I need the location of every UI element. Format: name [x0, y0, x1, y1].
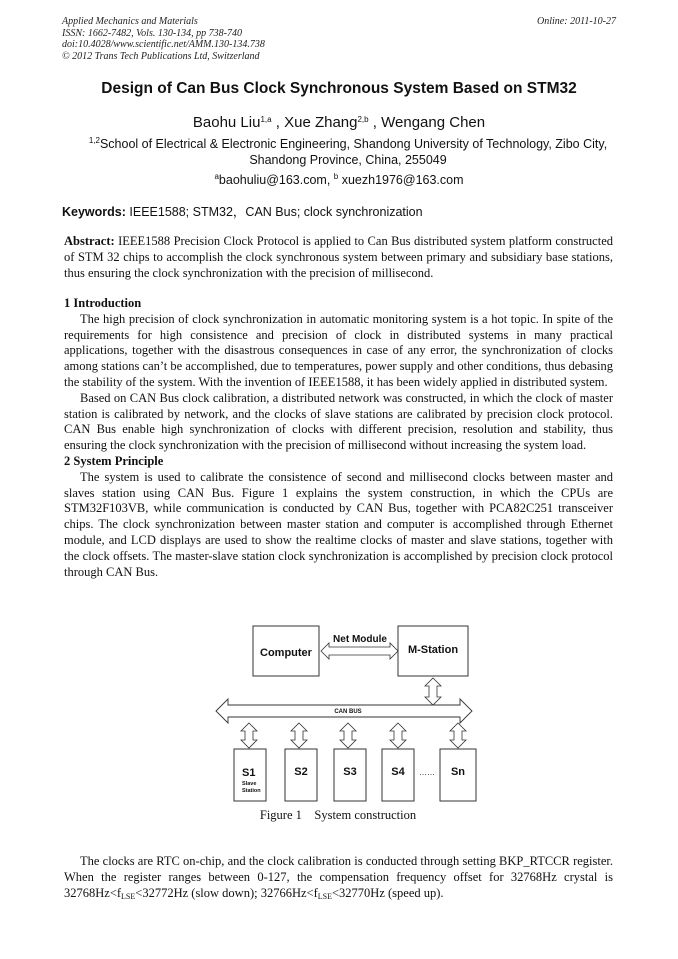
paper-title: Design of Can Bus Clock Synchronous System Based on STM32: [101, 80, 577, 97]
figure-caption-label: Figure 1: [259, 808, 302, 822]
author-name: Wengang Chen: [381, 114, 486, 131]
paragraph: [64, 854, 613, 901]
computer-label: Computer: [260, 647, 312, 659]
author-separator: ,: [271, 114, 285, 131]
doi-line: doi:10.4028/www.scientific.net/AMM.130-134.738: [62, 39, 265, 50]
m-station-link-arrow: [425, 678, 441, 705]
paragraph: Based on CAN Bus clock calibration, a distributed network was constructed, in which the clock of master station is calibrated by network, and the clocks of slave stations are calibrated by precision clock protocol. CAN Bus enable high synchronization of clocks with different precision, resolution and stability, thus ensuring the clock synchronization with the precision of millisecond without increasing the system load.: [64, 390, 613, 453]
journal-name: Applied Mechanics and Materials: [62, 16, 198, 27]
m-station-label: M-Station: [407, 644, 459, 656]
section-heading: 2 System Principle: [64, 453, 164, 468]
author-name: Baohu Liu: [192, 114, 261, 131]
abstract-label: Abstract:: [64, 234, 115, 248]
can-bus-label: CAN BUS: [334, 709, 362, 715]
affiliation-mark: 1,2: [88, 136, 100, 145]
paragraph: The high precision of clock synchronization in automatic monitoring system is a hot topic. In spite of the requirements for high consistence and precision of clock in distributed systems in many practical applications, together with the disastrous consequences in case of any error, the synchronization of clocks among stations can’t be accomplished, due to temperatures, power supply and other conditions, thus debasing the stability of the system. With the invention of IEEE1588, it has been widely applied in distributed system.: [64, 311, 613, 389]
abstract-text: IEEE1588 Precision Clock Protocol is applied to Can Bus distributed system platform constructed of STM 32 chips to accomplish the clock synchronous system between primary and subsidiary base stations, thus ensuring the clock synchronization with the precision of millisecond.: [64, 234, 613, 280]
email-address[interactable]: baohuliu@163.com,: [218, 173, 331, 187]
keywords: [62, 202, 616, 220]
slave-link-arrow: [291, 723, 307, 748]
slave-label-s4: S4: [391, 766, 405, 778]
text-run: The clocks are RTC on-chip, and the clock calibration is conducted through setting BKP_RTCCR register. When the register ranges between 0-127, the compensation frequency offset for 32768Hz crystal is 32768Hz<f: [64, 854, 613, 900]
text-run: <32772Hz (slow down); 32766Hz<f: [135, 885, 318, 900]
issn-line: ISSN: 1662-7482, Vols. 130-134, pp 738-740: [62, 27, 242, 39]
section-heading: 1 Introduction: [64, 296, 142, 310]
keywords-text: IEEE1588; STM32，CAN Bus; clock synchronization: [129, 205, 423, 219]
slave-link-arrow: [450, 723, 466, 748]
slave-link-arrow: [390, 723, 406, 748]
slave-label-sn: Sn: [450, 766, 466, 778]
main-text: [64, 296, 613, 580]
affiliation: [80, 137, 616, 168]
paragraph: The system is used to calibrate the consistence of second and millisecond clocks between master and slaves station using CAN Bus. Figure 1 explains the system construction, in which the CPUs are STM32F103VB, while communication is conducted by CAN Bus, together with PCA82C251 transceiver chips. The clock synchronization between master station and computer is accomplished through Ethernet module, and LCD displays are used to show the realtime clocks of master and slave stations, together with the clock offsets. The master-slave station clock synchronization is accomplished by precision clock protocol through CAN Bus.: [64, 469, 613, 579]
net-module-arrow: [321, 643, 398, 659]
abstract-paragraph: [64, 234, 613, 281]
net-module-label: Net Module: [333, 634, 387, 645]
email-mark: a: [214, 172, 219, 181]
email-line: [40, 173, 638, 187]
subscript: LSE: [121, 891, 136, 901]
figure-caption: [200, 808, 476, 823]
system-diagram: [200, 620, 490, 810]
online-date: Online: 2011-10-27: [537, 16, 616, 27]
slave-label-s2: S2: [294, 766, 308, 778]
slave-label-s1: S1: [242, 767, 256, 779]
running-header: [62, 16, 616, 62]
email-mark: b: [333, 172, 339, 181]
email-address[interactable]: xuezh1976@163.com: [341, 173, 464, 187]
slave-link-arrow: [340, 723, 356, 748]
slave-caption-line1: Slave: [242, 781, 257, 787]
keywords-label: Keywords:: [62, 205, 126, 219]
slave-ellipsis: ……: [419, 768, 435, 777]
text-run: <32770Hz (speed up).: [332, 885, 444, 900]
slave-caption-line2: Station: [242, 788, 261, 794]
figure-caption-text: System construction: [314, 808, 417, 822]
author-name: Xue Zhang: [284, 114, 358, 131]
author-list: [40, 114, 638, 131]
abstract: [64, 234, 613, 281]
slave-link-arrow: [241, 723, 257, 748]
author-separator: ,: [368, 114, 382, 131]
subscript: LSE: [317, 891, 332, 901]
author-affil-mark: 1,a: [260, 115, 272, 124]
affiliation-text: School of Electrical & Electronic Engineering, Shandong University of Technology, Zibo City, Shandong Province, China, 255049: [99, 137, 608, 167]
slave-label-s3: S3: [343, 766, 357, 778]
copyright-line: © 2012 Trans Tech Publications Ltd, Switzerland: [62, 50, 260, 62]
author-affil-mark: 2,b: [357, 115, 369, 124]
main-text-continued: [64, 854, 613, 901]
